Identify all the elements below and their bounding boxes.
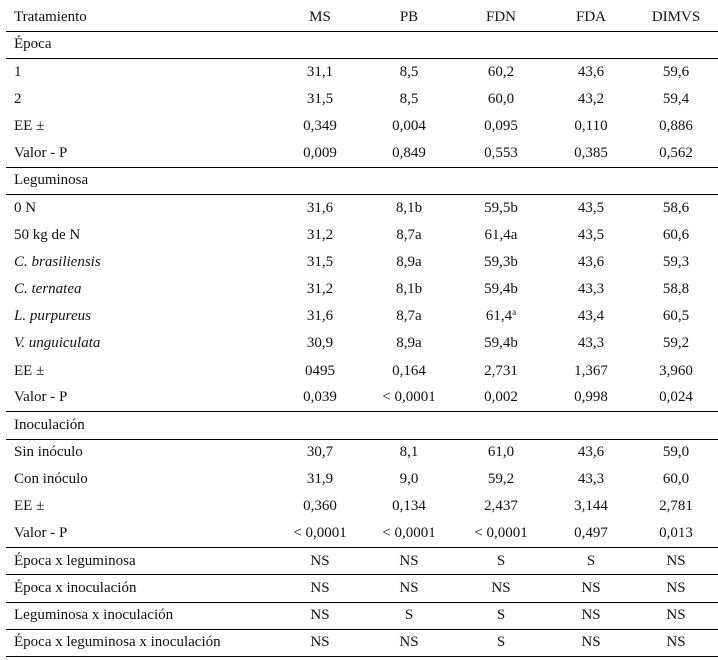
cell-fdn: NS: [491, 580, 511, 597]
cell-pb: 8,5: [399, 90, 419, 107]
cell-ms: 30,9: [306, 335, 334, 352]
cell-fda: 43,2: [577, 90, 605, 107]
cell-dimvs: 59,2: [662, 335, 690, 352]
cell-pb: NS: [399, 634, 419, 651]
row-label: Leguminosa x inoculación: [14, 607, 174, 624]
cell-ms: 31,9: [306, 471, 334, 488]
cell-ms: 31,2: [306, 280, 334, 297]
cell-fdn: 59,4b: [484, 280, 518, 297]
cell-fda: 43,3: [577, 471, 605, 488]
cell-fda: NS: [581, 607, 601, 624]
table-row: [6, 493, 718, 520]
table-row: [6, 140, 718, 167]
cell-ms: 0495: [305, 362, 335, 379]
table-row: [6, 222, 718, 249]
cell-fda: 0,497: [574, 525, 608, 542]
cell-pb: 8,9a: [396, 253, 422, 270]
cell-pb: 0,004: [392, 117, 426, 134]
cell-dimvs: NS: [666, 634, 686, 651]
cell-dimvs: 59,3: [662, 253, 690, 270]
row-label: 1: [14, 63, 22, 80]
section-title: Inoculación: [14, 416, 85, 433]
row-label: L. purpureus: [14, 308, 91, 325]
cell-fda: 0,385: [574, 144, 608, 161]
cell-fdn: 59,4b: [484, 335, 518, 352]
cell-dimvs: 60,0: [662, 471, 690, 488]
cell-ms: NS: [310, 607, 330, 624]
cell-dimvs: 59,0: [662, 444, 690, 461]
section-title: Leguminosa: [14, 172, 89, 189]
table-row: [6, 276, 718, 303]
interaction-row: [6, 575, 718, 602]
row-label: Valor - P: [14, 144, 68, 161]
section-title: Época: [14, 36, 52, 53]
cell-pb: 8,9a: [396, 335, 422, 352]
cell-pb: < 0,0001: [382, 389, 436, 406]
table-row: [6, 521, 718, 548]
header-row: [6, 4, 718, 31]
cell-dimvs: 59,6: [662, 63, 690, 80]
cell-fdn: 61,0: [487, 444, 515, 461]
cell-dimvs: 3,960: [659, 362, 693, 379]
cell-pb: 8,1: [399, 444, 419, 461]
interaction-row: [6, 629, 718, 656]
row-label: EE ±: [14, 117, 45, 134]
cell-fdn: < 0,0001: [474, 525, 528, 542]
nutritive-value-table: [6, 4, 718, 657]
cell-ms: NS: [310, 580, 330, 597]
cell-fda: 43,6: [577, 63, 605, 80]
cell-ms: 31,6: [306, 199, 334, 216]
cell-ms: 31,5: [306, 253, 334, 270]
cell-dimvs: 0,886: [659, 117, 693, 134]
cell-dimvs: 59,4: [662, 90, 690, 107]
cell-dimvs: NS: [666, 580, 686, 597]
cell-fda: 43,3: [577, 335, 605, 352]
table-row: [6, 86, 718, 113]
section-epoca: [6, 31, 718, 58]
cell-ms: 0,039: [303, 389, 337, 406]
cell-pb: 9,0: [399, 471, 419, 488]
cell-ms: NS: [310, 634, 330, 651]
cell-fdn: 60,2: [487, 63, 515, 80]
row-label: C. brasiliensis: [14, 253, 101, 270]
cell-pb: 0,849: [392, 144, 426, 161]
table-row: [6, 357, 718, 384]
cell-ms: 0,009: [303, 144, 337, 161]
cell-ms: < 0,0001: [293, 525, 347, 542]
cell-pb: 0,164: [392, 362, 426, 379]
cell-ms: 31,1: [306, 63, 334, 80]
cell-fda: 1,367: [574, 362, 608, 379]
row-label: 2: [14, 90, 22, 107]
cell-pb: NS: [399, 580, 419, 597]
header-pb: PB: [399, 8, 419, 25]
cell-fda: NS: [581, 580, 601, 597]
cell-fdn: 59,3b: [484, 253, 518, 270]
cell-fda: 43,6: [577, 253, 605, 270]
header-tratamiento: Tratamiento: [14, 8, 87, 25]
table-row: [6, 385, 718, 412]
cell-ms: NS: [310, 552, 330, 569]
cell-pb: NS: [399, 552, 419, 569]
cell-fdn: S: [496, 607, 506, 624]
cell-pb: 8,1b: [395, 280, 423, 297]
cell-pb: 8,5: [399, 63, 419, 80]
cell-fda: S: [586, 552, 596, 569]
cell-dimvs: 58,6: [662, 199, 690, 216]
cell-dimvs: 58,8: [662, 280, 690, 297]
cell-fdn: S: [496, 634, 506, 651]
cell-dimvs: 2,781: [659, 498, 693, 515]
row-label: 50 kg de N: [14, 226, 81, 243]
cell-fdn: 60,0: [487, 90, 515, 107]
cell-fda: 43,6: [577, 444, 605, 461]
cell-fda: NS: [581, 634, 601, 651]
cell-pb: 8,1b: [395, 199, 423, 216]
cell-fda: 43,5: [577, 199, 605, 216]
cell-pb: < 0,0001: [382, 525, 436, 542]
table-row: [6, 303, 718, 330]
table-row: [6, 330, 718, 357]
header-fdn: FDN: [485, 8, 516, 25]
cell-ms: 30,7: [306, 444, 334, 461]
cell-fda: 43,3: [577, 280, 605, 297]
cell-ms: 31,5: [306, 90, 334, 107]
cell-ms: 0,360: [303, 498, 337, 515]
header-ms: MS: [309, 8, 331, 25]
cell-fdn: 2,731: [484, 362, 518, 379]
row-label: EE ±: [14, 498, 45, 515]
cell-fda: 43,4: [577, 308, 605, 325]
section-leguminosa: [6, 167, 718, 194]
cell-dimvs: 0,562: [659, 144, 693, 161]
cell-dimvs: 60,6: [662, 226, 690, 243]
cell-fdn-value: 61,4: [485, 308, 513, 325]
row-label: Época x leguminosa: [14, 552, 136, 569]
table-row: [6, 194, 718, 221]
row-label: Con inóculo: [14, 471, 88, 488]
row-label: V. unguiculata: [14, 335, 101, 352]
row-label: Época x leguminosa x inoculación: [14, 634, 221, 651]
cell-dimvs: 0,013: [659, 525, 693, 542]
cell-dimvs: NS: [666, 607, 686, 624]
table-row: [6, 249, 718, 276]
section-inoculacion: [6, 412, 718, 439]
row-label: C. ternatea: [14, 280, 82, 297]
row-label: EE ±: [14, 362, 45, 379]
cell-pb: S: [404, 607, 414, 624]
cell-fdn: 0,553: [484, 144, 518, 161]
cell-fda: 0,998: [574, 389, 608, 406]
cell-fdn: 59,5b: [484, 199, 518, 216]
cell-fdn: 2,437: [484, 498, 518, 515]
table-row: [6, 113, 718, 140]
cell-dimvs: NS: [666, 552, 686, 569]
header-dimvs: DIMVS: [651, 8, 701, 25]
cell-fdn: [454, 303, 548, 330]
interaction-row: [6, 548, 718, 575]
cell-fda: 3,144: [574, 498, 608, 515]
cell-fdn: 0,095: [484, 117, 518, 134]
cell-pb: 0,134: [392, 498, 426, 515]
interaction-row: [6, 602, 718, 629]
row-label: Época x inoculación: [14, 580, 137, 597]
cell-pb: 8,7a: [396, 308, 422, 325]
row-label: Sin inóculo: [14, 444, 83, 461]
row-label: Valor - P: [14, 389, 68, 406]
table-row: [6, 466, 718, 493]
cell-fda: 0,110: [574, 117, 608, 134]
cell-fdn: 61,4a: [484, 226, 518, 243]
table-row: [6, 439, 718, 466]
cell-ms: 0,349: [303, 117, 337, 134]
row-label: Valor - P: [14, 525, 68, 542]
cell-ms: 31,6: [306, 308, 334, 325]
table-row: [6, 58, 718, 85]
cell-pb: 8,7a: [396, 226, 422, 243]
superscript-letter: a: [512, 307, 517, 318]
row-label: 0 N: [14, 199, 37, 216]
cell-fdn: 59,2: [487, 471, 515, 488]
cell-ms: 31,2: [306, 226, 334, 243]
header-fda: FDA: [575, 8, 606, 25]
cell-dimvs: 0,024: [659, 389, 693, 406]
cell-dimvs: 60,5: [662, 308, 690, 325]
cell-fdn: S: [496, 552, 506, 569]
cell-fdn: 0,002: [484, 389, 518, 406]
cell-fda: 43,5: [577, 226, 605, 243]
